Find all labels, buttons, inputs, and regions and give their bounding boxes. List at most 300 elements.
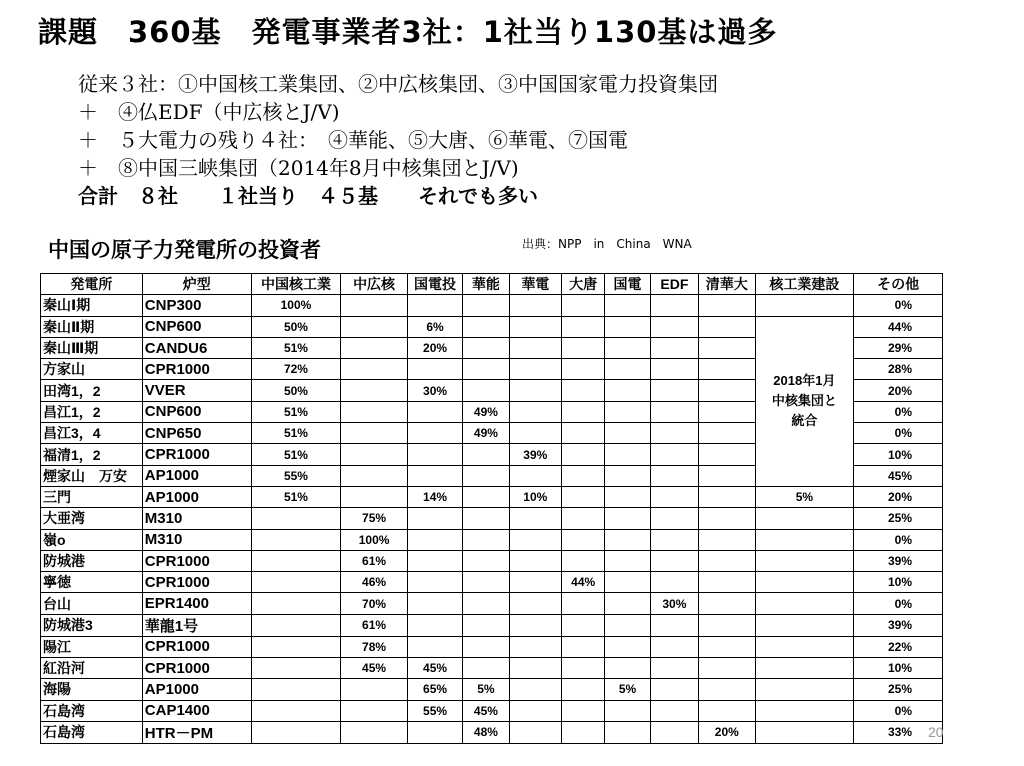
cell-datang <box>562 550 605 571</box>
cell-plant: 秦山Ⅲ期 <box>41 337 143 358</box>
cell-huaneng <box>463 295 509 316</box>
cell-reactor-type: AP1000 <box>142 465 251 486</box>
table-row <box>41 614 943 636</box>
header-huadian: 華電 <box>509 274 561 295</box>
cell-tsinghua <box>699 401 755 422</box>
cell-huaneng <box>463 380 509 401</box>
cell-other: 20% <box>854 486 943 507</box>
cell-cnnc <box>251 593 341 614</box>
cell-reactor-type: M310 <box>142 508 251 529</box>
cell-plant: 石島湾 <box>41 721 143 743</box>
cell-spic <box>407 550 462 571</box>
cell-guodian <box>605 636 650 657</box>
cell-tsinghua <box>699 337 755 358</box>
cell-reactor-type: CANDU6 <box>142 337 251 358</box>
cell-guodian <box>605 550 650 571</box>
header-guodian: 国電 <box>605 274 650 295</box>
cell-tsinghua <box>699 614 755 636</box>
header-other: その他 <box>854 274 943 295</box>
cell-cnnc <box>251 679 341 700</box>
cell-datang: 44% <box>562 572 605 593</box>
cell-cnnc <box>251 614 341 636</box>
cell-cnnc: 51% <box>251 423 341 444</box>
cell-spic <box>407 465 462 486</box>
cell-other: 39% <box>854 550 943 571</box>
cell-edf <box>650 401 698 422</box>
header-datang: 大唐 <box>562 274 605 295</box>
cell-huadian <box>509 593 561 614</box>
cell-spic <box>407 721 462 743</box>
cell-huadian: 10% <box>509 486 561 507</box>
cell-plant: 煙家山 万安 <box>41 465 143 486</box>
cell-guodian <box>605 380 650 401</box>
cell-other: 10% <box>854 572 943 593</box>
source-note: 出典：NPP in China WNA <box>522 237 692 251</box>
cell-huaneng <box>463 444 509 465</box>
cell-guodian <box>605 423 650 444</box>
cell-huaneng <box>463 486 509 507</box>
cell-plant: 大亜湾 <box>41 508 143 529</box>
cell-spic: 45% <box>407 658 462 679</box>
cell-edf <box>650 508 698 529</box>
header-huaneng: 華能 <box>463 274 509 295</box>
cell-cgn <box>341 295 408 316</box>
cell-tsinghua <box>699 572 755 593</box>
header-cgn: 中広核 <box>341 274 408 295</box>
cell-cgn: 46% <box>341 572 408 593</box>
header-spic: 国電投 <box>407 274 462 295</box>
cell-cnnc <box>251 700 341 721</box>
cell-reactor-type: CNP600 <box>142 401 251 422</box>
cell-edf <box>650 316 698 337</box>
cell-cgn: 75% <box>341 508 408 529</box>
cell-datang <box>562 423 605 444</box>
cell-reactor-type: CPR1000 <box>142 550 251 571</box>
cell-reactor-type: CPR1000 <box>142 572 251 593</box>
cell-cnnc <box>251 658 341 679</box>
cell-cnec <box>755 529 854 550</box>
cell-huaneng: 49% <box>463 423 509 444</box>
cell-datang <box>562 593 605 614</box>
cell-edf <box>650 636 698 657</box>
cell-huaneng <box>463 316 509 337</box>
table-row <box>41 295 943 316</box>
merger-note-line: 2018年1月 <box>773 373 836 389</box>
cell-edf <box>650 529 698 550</box>
cell-cnec <box>755 700 854 721</box>
table-row <box>41 636 943 657</box>
cell-plant: 海陽 <box>41 679 143 700</box>
cell-cgn <box>341 423 408 444</box>
cell-huadian <box>509 529 561 550</box>
cell-guodian <box>605 295 650 316</box>
cell-other: 0% <box>854 295 943 316</box>
cell-edf <box>650 295 698 316</box>
table-row <box>41 572 943 593</box>
cell-edf: 30% <box>650 593 698 614</box>
cell-cgn <box>341 316 408 337</box>
cell-other: 39% <box>854 614 943 636</box>
cell-huadian <box>509 508 561 529</box>
cell-huaneng <box>463 572 509 593</box>
cell-edf <box>650 359 698 380</box>
cell-tsinghua <box>699 465 755 486</box>
cell-edf <box>650 658 698 679</box>
cell-cgn <box>341 444 408 465</box>
cell-spic <box>407 593 462 614</box>
cell-tsinghua <box>699 700 755 721</box>
header-cnec: 核工業建設 <box>755 274 854 295</box>
cell-other: 0% <box>854 529 943 550</box>
cell-other: 10% <box>854 444 943 465</box>
cell-cgn <box>341 337 408 358</box>
table-row <box>41 593 943 614</box>
cell-datang <box>562 465 605 486</box>
cell-reactor-type: CPR1000 <box>142 444 251 465</box>
cell-spic <box>407 614 462 636</box>
cell-huaneng <box>463 614 509 636</box>
cell-tsinghua <box>699 593 755 614</box>
cell-tsinghua <box>699 658 755 679</box>
header-plant: 発電所 <box>41 274 143 295</box>
investor-summary <box>78 70 718 210</box>
table-row <box>41 529 943 550</box>
cell-tsinghua <box>699 359 755 380</box>
cell-spic: 14% <box>407 486 462 507</box>
cell-reactor-type: CAP1400 <box>142 700 251 721</box>
cell-huadian <box>509 572 561 593</box>
cell-huadian <box>509 337 561 358</box>
bullet-edf: ＋ ④仏EDF（中広核とJ/V) <box>78 100 340 124</box>
cell-huadian <box>509 423 561 444</box>
cell-plant: 寧徳 <box>41 572 143 593</box>
cell-cgn: 100% <box>341 529 408 550</box>
cell-reactor-type: CNP300 <box>142 295 251 316</box>
cell-tsinghua <box>699 380 755 401</box>
table-title: 中国の原子力発電所の投資者 <box>48 238 321 262</box>
cell-spic <box>407 572 462 593</box>
cell-spic <box>407 444 462 465</box>
cell-reactor-type: CPR1000 <box>142 658 251 679</box>
cell-cnnc: 55% <box>251 465 341 486</box>
cell-cnnc <box>251 636 341 657</box>
cell-cnnc: 51% <box>251 401 341 422</box>
cell-cgn <box>341 486 408 507</box>
cell-huadian <box>509 614 561 636</box>
table-header-row <box>41 274 943 295</box>
cell-other: 0% <box>854 401 943 422</box>
bullet-total: 合計 ８社 １社当り ４５基 それでも多い <box>78 184 538 208</box>
cell-edf <box>650 721 698 743</box>
cell-cgn <box>341 401 408 422</box>
cell-reactor-type: EPR1400 <box>142 593 251 614</box>
cell-reactor-type: HTR－PM <box>142 721 251 743</box>
cell-huadian <box>509 636 561 657</box>
cell-cnec <box>755 593 854 614</box>
cell-tsinghua <box>699 508 755 529</box>
cell-cgn: 61% <box>341 614 408 636</box>
cell-edf <box>650 614 698 636</box>
cell-spic <box>407 508 462 529</box>
cell-tsinghua <box>699 529 755 550</box>
cell-cnnc: 72% <box>251 359 341 380</box>
cell-huaneng <box>463 359 509 380</box>
cell-guodian <box>605 658 650 679</box>
header-cnnc: 中国核工業 <box>251 274 341 295</box>
cell-huaneng <box>463 529 509 550</box>
cell-plant: 防城港 <box>41 550 143 571</box>
cell-guodian <box>605 465 650 486</box>
cell-other: 25% <box>854 508 943 529</box>
cell-cnnc: 51% <box>251 486 341 507</box>
table-row <box>41 550 943 571</box>
cell-spic <box>407 423 462 444</box>
cell-cgn <box>341 700 408 721</box>
cell-huaneng <box>463 658 509 679</box>
cell-cnnc <box>251 721 341 743</box>
cell-cgn <box>341 721 408 743</box>
cell-huadian <box>509 401 561 422</box>
cell-plant: 福清1，2 <box>41 444 143 465</box>
cell-guodian <box>605 572 650 593</box>
cell-other: 0% <box>854 593 943 614</box>
cell-guodian <box>605 614 650 636</box>
cell-datang <box>562 316 605 337</box>
cell-datang <box>562 636 605 657</box>
cell-plant: 秦山Ⅱ期 <box>41 316 143 337</box>
cell-guodian: 5% <box>605 679 650 700</box>
merger-note <box>755 316 854 486</box>
cell-reactor-type: CPR1000 <box>142 636 251 657</box>
cell-guodian <box>605 721 650 743</box>
cell-plant: 三門 <box>41 486 143 507</box>
cell-cgn: 78% <box>341 636 408 657</box>
cell-cgn <box>341 359 408 380</box>
bullet-big-five: ＋ ５大電力の残り４社： ④華能、⑤大唐、⑥華電、⑦国電 <box>78 128 628 152</box>
cell-datang <box>562 658 605 679</box>
table-row <box>41 721 943 743</box>
cell-cnnc: 50% <box>251 380 341 401</box>
cell-huaneng <box>463 337 509 358</box>
cell-datang <box>562 359 605 380</box>
cell-edf <box>650 700 698 721</box>
cell-guodian <box>605 593 650 614</box>
cell-cnec <box>755 636 854 657</box>
cell-huadian <box>509 550 561 571</box>
cell-tsinghua <box>699 316 755 337</box>
cell-cnnc <box>251 508 341 529</box>
cell-datang <box>562 444 605 465</box>
cell-huadian <box>509 359 561 380</box>
cell-cnec <box>755 508 854 529</box>
cell-spic: 20% <box>407 337 462 358</box>
cell-other: 0% <box>854 700 943 721</box>
cell-tsinghua <box>699 423 755 444</box>
table-row <box>41 679 943 700</box>
cell-plant: 嶺o <box>41 529 143 550</box>
cell-spic <box>407 529 462 550</box>
cell-tsinghua <box>699 486 755 507</box>
cell-huaneng <box>463 550 509 571</box>
cell-other: 28% <box>854 359 943 380</box>
cell-datang <box>562 614 605 636</box>
bullet-three-gorges: ＋ ⑧中国三峡集団（2014年8月中核集団とJ/V) <box>78 156 519 180</box>
cell-edf <box>650 465 698 486</box>
cell-spic: 6% <box>407 316 462 337</box>
cell-other: 20% <box>854 380 943 401</box>
cell-other: 0% <box>854 423 943 444</box>
cell-plant: 田湾1，2 <box>41 380 143 401</box>
cell-huaneng <box>463 465 509 486</box>
cell-other: 25% <box>854 679 943 700</box>
cell-huadian <box>509 465 561 486</box>
cell-cgn: 70% <box>341 593 408 614</box>
cell-plant: 方家山 <box>41 359 143 380</box>
cell-cnec <box>755 295 854 316</box>
cell-other: 22% <box>854 636 943 657</box>
cell-datang <box>562 700 605 721</box>
cell-edf <box>650 486 698 507</box>
cell-spic <box>407 295 462 316</box>
merger-note-line: 中核集団と <box>771 393 837 409</box>
cell-huaneng <box>463 636 509 657</box>
cell-edf <box>650 572 698 593</box>
cell-datang <box>562 486 605 507</box>
cell-huaneng <box>463 593 509 614</box>
table-row <box>41 658 943 679</box>
cell-plant: 昌江3，4 <box>41 423 143 444</box>
cell-reactor-type: VVER <box>142 380 251 401</box>
page-number: 20 <box>928 724 944 740</box>
cell-datang <box>562 721 605 743</box>
cell-huaneng: 5% <box>463 679 509 700</box>
cell-huadian <box>509 721 561 743</box>
cell-plant: 防城港3 <box>41 614 143 636</box>
cell-tsinghua <box>699 295 755 316</box>
header-reactor-type: 炉型 <box>142 274 251 295</box>
cell-spic <box>407 401 462 422</box>
cell-cnec <box>755 679 854 700</box>
cell-cnec: 5% <box>755 486 854 507</box>
cell-edf <box>650 679 698 700</box>
cell-other: 29% <box>854 337 943 358</box>
header-edf: EDF <box>650 274 698 295</box>
cell-guodian <box>605 529 650 550</box>
cell-cnnc: 51% <box>251 337 341 358</box>
cell-spic: 30% <box>407 380 462 401</box>
cell-guodian <box>605 444 650 465</box>
cell-cnec <box>755 658 854 679</box>
cell-datang <box>562 380 605 401</box>
table-row <box>41 316 943 337</box>
cell-cgn: 45% <box>341 658 408 679</box>
cell-plant: 秦山Ⅰ期 <box>41 295 143 316</box>
cell-reactor-type: CNP650 <box>142 423 251 444</box>
cell-cnnc: 100% <box>251 295 341 316</box>
header-tsinghua: 清華大 <box>699 274 755 295</box>
merger-note-line: 統合 <box>791 413 818 429</box>
cell-plant: 紅沿河 <box>41 658 143 679</box>
cell-plant: 陽江 <box>41 636 143 657</box>
cell-tsinghua <box>699 550 755 571</box>
cell-guodian <box>605 359 650 380</box>
cell-edf <box>650 550 698 571</box>
cell-reactor-type: CPR1000 <box>142 359 251 380</box>
table-row <box>41 508 943 529</box>
cell-edf <box>650 423 698 444</box>
cell-guodian <box>605 337 650 358</box>
cell-datang <box>562 679 605 700</box>
cell-cgn: 61% <box>341 550 408 571</box>
cell-guodian <box>605 316 650 337</box>
cell-tsinghua <box>699 444 755 465</box>
cell-reactor-type: AP1000 <box>142 486 251 507</box>
cell-spic: 65% <box>407 679 462 700</box>
cell-reactor-type: M310 <box>142 529 251 550</box>
cell-datang <box>562 529 605 550</box>
cell-other: 33% <box>854 721 943 743</box>
cell-guodian <box>605 486 650 507</box>
cell-huaneng: 48% <box>463 721 509 743</box>
cell-huadian <box>509 316 561 337</box>
cell-cnnc <box>251 529 341 550</box>
investor-table <box>40 273 943 744</box>
cell-cnec <box>755 614 854 636</box>
cell-tsinghua <box>699 679 755 700</box>
cell-huaneng <box>463 508 509 529</box>
cell-tsinghua <box>699 636 755 657</box>
table-row <box>41 700 943 721</box>
cell-tsinghua: 20% <box>699 721 755 743</box>
cell-edf <box>650 337 698 358</box>
cell-guodian <box>605 508 650 529</box>
cell-reactor-type: 華龍1号 <box>142 614 251 636</box>
cell-cnnc <box>251 572 341 593</box>
cell-huadian <box>509 380 561 401</box>
cell-plant: 昌江1，2 <box>41 401 143 422</box>
cell-plant: 台山 <box>41 593 143 614</box>
cell-other: 44% <box>854 316 943 337</box>
table-row <box>41 486 943 507</box>
cell-plant: 石島湾 <box>41 700 143 721</box>
bullet-existing-three: 従来３社：①中国核工業集団、②中広核集団、③中国国家電力投資集団 <box>78 72 718 96</box>
cell-spic <box>407 636 462 657</box>
cell-guodian <box>605 401 650 422</box>
cell-cnnc: 51% <box>251 444 341 465</box>
cell-huadian: 39% <box>509 444 561 465</box>
cell-huaneng: 45% <box>463 700 509 721</box>
cell-huaneng: 49% <box>463 401 509 422</box>
cell-cnnc: 50% <box>251 316 341 337</box>
cell-reactor-type: AP1000 <box>142 679 251 700</box>
cell-cnec <box>755 721 854 743</box>
cell-edf <box>650 444 698 465</box>
cell-cnnc <box>251 550 341 571</box>
cell-guodian <box>605 700 650 721</box>
cell-huadian <box>509 658 561 679</box>
cell-spic <box>407 359 462 380</box>
cell-reactor-type: CNP600 <box>142 316 251 337</box>
cell-edf <box>650 380 698 401</box>
cell-cgn <box>341 380 408 401</box>
cell-datang <box>562 508 605 529</box>
cell-cgn <box>341 465 408 486</box>
cell-huadian <box>509 295 561 316</box>
cell-cgn <box>341 679 408 700</box>
cell-huadian <box>509 700 561 721</box>
cell-other: 45% <box>854 465 943 486</box>
cell-datang <box>562 295 605 316</box>
